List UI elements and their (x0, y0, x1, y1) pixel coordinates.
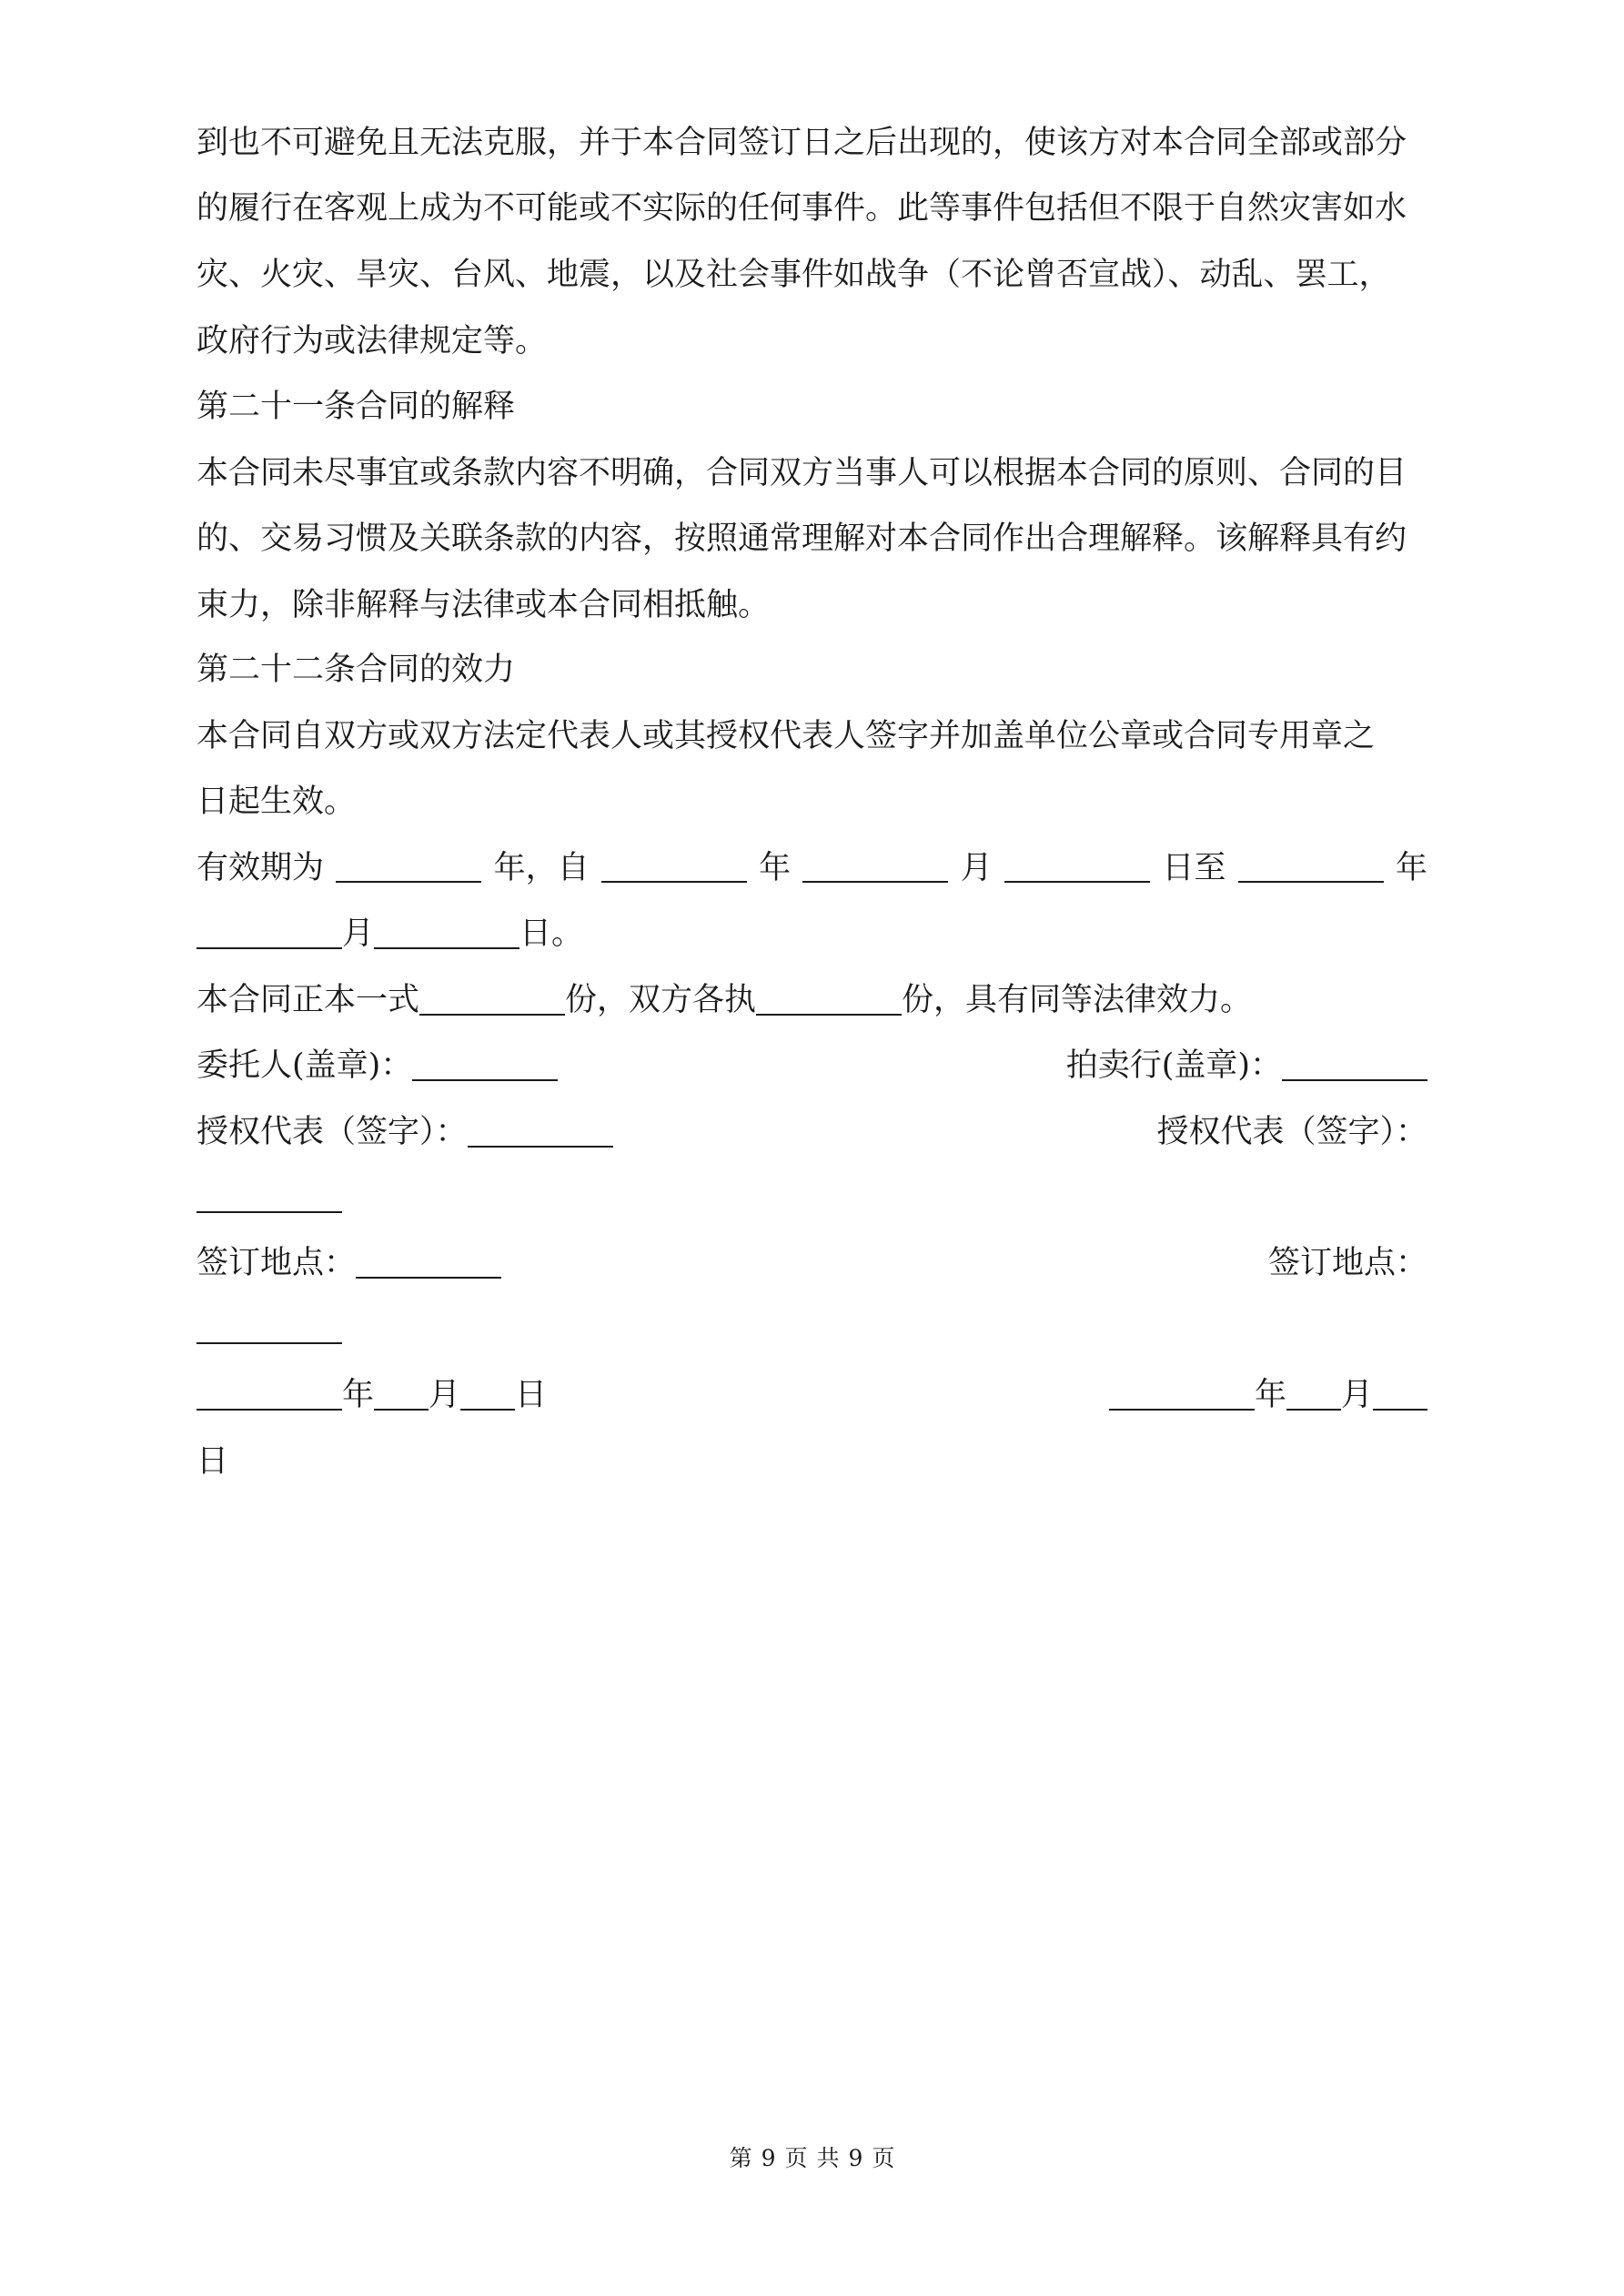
text-line: 束力，除非解释与法律或本合同相抵触。 (197, 587, 771, 623)
end-day-label: 日。 (519, 915, 584, 952)
paragraph-line (197, 257, 1427, 293)
paragraph-line (197, 323, 1427, 359)
end-year-blank[interactable] (1238, 850, 1384, 883)
text-line: 的履行在客观上成为不可能或不实际的任何事件。此等事件包括但不限于自然灾害如水 (197, 190, 1407, 227)
date-right-day-label: 日 (197, 1443, 229, 1480)
copies-total-blank[interactable] (419, 983, 565, 1016)
auth-rep-right-blank[interactable] (197, 1180, 342, 1213)
principal-blank[interactable] (412, 1048, 558, 1081)
place-right-label: 签订地点： (1267, 1245, 1427, 1281)
footer-gong: 共 (816, 2145, 840, 2171)
copies-mid: 份，双方各执 (565, 982, 757, 1018)
date-right-month-blank[interactable] (1286, 1378, 1341, 1411)
text-line: 的、交易习惯及关联条款的内容，按照通常理解对本合同作出合理解释。该解释具有约 (197, 521, 1407, 557)
principal-label: 委托人(盖章)： (197, 1047, 413, 1084)
end-month-label: 月 (342, 915, 375, 952)
copies-prefix: 本合同正本一式 (197, 982, 420, 1018)
footer-ye2: 页 (872, 2145, 895, 2171)
place-right-blank[interactable] (197, 1311, 342, 1344)
start-day-blank[interactable] (1004, 850, 1150, 883)
start-month-label: 月 (960, 850, 993, 886)
auctioneer-label: 拍卖行(盖章)： (1065, 1047, 1282, 1084)
date-left (197, 1377, 547, 1413)
paragraph-line (197, 784, 1427, 820)
date-right-month-label: 月 (1340, 1377, 1373, 1413)
auth-rep-right (1156, 1114, 1427, 1150)
date-left-month-blank[interactable] (374, 1378, 429, 1411)
paragraph-line (197, 190, 1427, 227)
copies-each-blank[interactable] (756, 983, 902, 1016)
footer-ye: 页 (784, 2145, 808, 2171)
auth-rep-left-blank[interactable] (468, 1115, 613, 1148)
end-month-blank[interactable] (197, 916, 342, 949)
date-right-year-label: 年 (1254, 1377, 1286, 1413)
validity-prefix: 有效期为 (197, 850, 325, 886)
auctioneer-blank[interactable] (1282, 1048, 1427, 1081)
date-right-year-blank[interactable] (1109, 1378, 1255, 1411)
paragraph-line (197, 125, 1427, 161)
text-line: 政府行为或法律规定等。 (197, 323, 548, 359)
validity-years-label: 年，自 (493, 850, 590, 886)
validity-line-2 (197, 915, 1427, 952)
date-left-day-label: 日 (515, 1377, 548, 1413)
date-right (1109, 1377, 1427, 1413)
paragraph-line (197, 455, 1427, 491)
auth-rep-left-label: 授权代表（签字）： (197, 1114, 468, 1150)
place-left (197, 1245, 501, 1281)
article-21-title (197, 389, 1427, 425)
article-22-title (197, 652, 1427, 688)
text-line: 日起生效。 (197, 784, 357, 820)
start-day-label: 日至 (1162, 850, 1226, 886)
text-line: 本合同自双方或双方法定代表人或其授权代表人签字并加盖单位公章或合同专用章之 (197, 718, 1376, 754)
validity-years-blank[interactable] (336, 850, 481, 883)
auctioneer-seal (1066, 1047, 1427, 1084)
copies-line (197, 982, 1427, 1018)
principal-seal (197, 1047, 558, 1084)
text-line: 灾、火灾、旱灾、台风、地震，以及社会事件如战争（不论曾否宣战）、动乱、罢工， (197, 257, 1391, 293)
date-left-year-blank[interactable] (197, 1378, 342, 1411)
paragraph-line (197, 718, 1427, 754)
page-footer (0, 2145, 1624, 2172)
place-left-label: 签订地点： (197, 1245, 357, 1281)
text-line: 本合同未尽事宜或条款内容不明确，合同双方当事人可以根据本合同的原则、合同的目 (197, 455, 1407, 491)
place-left-blank[interactable] (356, 1246, 501, 1279)
date-left-month-label: 月 (429, 1377, 461, 1413)
end-year-label: 年 (1395, 850, 1427, 886)
copies-suffix: 份，具有同等法律效力。 (902, 982, 1253, 1018)
total-page-number: 9 (848, 2145, 863, 2171)
start-month-blank[interactable] (802, 850, 948, 883)
text-line: 到也不可避免且无法克服，并于本合同签订日之后出现的，使该方对本合同全部或部分 (197, 125, 1407, 161)
start-year-label: 年 (759, 850, 792, 886)
heading-text: 第二十一条合同的解释 (197, 389, 516, 425)
footer-di: 第 (729, 2145, 752, 2171)
date-left-year-label: 年 (342, 1377, 375, 1413)
start-year-blank[interactable] (601, 850, 747, 883)
current-page-number: 9 (761, 2145, 776, 2171)
place-right (1268, 1245, 1427, 1281)
auth-rep-left (197, 1114, 613, 1150)
date-right-day-blank[interactable] (1373, 1378, 1427, 1411)
heading-text: 第二十二条合同的效力 (197, 652, 516, 688)
validity-line (197, 850, 1427, 886)
paragraph-line (197, 521, 1427, 557)
date-left-day-blank[interactable] (460, 1378, 515, 1411)
paragraph-line (197, 587, 1427, 623)
auth-rep-right-label: 授权代表（签字）： (1156, 1114, 1427, 1150)
end-day-blank[interactable] (374, 916, 519, 949)
